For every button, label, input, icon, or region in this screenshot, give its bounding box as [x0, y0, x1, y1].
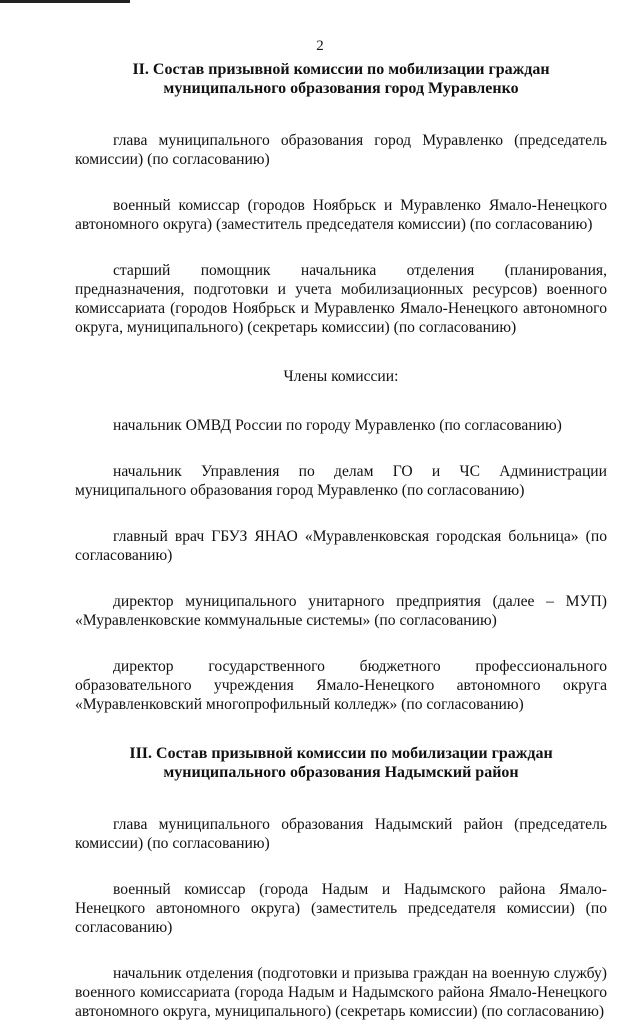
section-2-deputy-chairman: военный комиссар (городов Ноябрьск и Муравленко Ямало-Ненецкого автономного округа) (заместитель председателя комиссии) (по согласованию) [75, 197, 607, 233]
section-3-chairman: глава муниципального образования Надымский район (председатель комиссии) (по согласованию) [75, 816, 607, 852]
document-body [75, 60, 607, 1021]
members-title: Члены комиссии: [283, 368, 399, 385]
page-number: 2 [316, 38, 324, 54]
section-2-heading-line-1: II. Состав призывной комиссии по мобилизации граждан [132, 61, 550, 78]
section-3-secretary: начальник отделения (подготовки и призыва граждан на военную службу) военного комиссариата (города Надым и Надымского района Ямало-Ненецкого автономного округа, муниципального) (секретарь комиссии) (по согласованию) [75, 965, 607, 1020]
section-2-member-5: директор государственного бюджетного профессионального образовательного учреждения Ямало-Ненецкого автономного округа «Муравленковский многопрофильный колледж» (по согласованию) [75, 658, 607, 713]
section-2-member-4: директор муниципального унитарного предприятия (далее – МУП) «Муравленковские коммунальные системы» (по согласованию) [75, 593, 607, 629]
section-2-heading-line-2: муниципального образования город Муравленко [163, 80, 519, 97]
section-2-heading [75, 60, 607, 98]
section-2-member-1: начальник ОМВД России по городу Муравленко (по согласованию) [113, 417, 562, 434]
section-2-chairman: глава муниципального образования город Муравленко (председатель комиссии) (по согласованию) [75, 132, 607, 168]
section-3-heading-line-1: III. Состав призывной комиссии по мобилизации граждан [129, 745, 553, 762]
section-3-heading [75, 744, 607, 782]
section-2-secretary: старший помощник начальника отделения (планирования, предназначения, подготовки и учета мобилизационных ресурсов) военного комиссариата (городов Ноябрьск и Муравленко Ямало-Ненецкого автономного округа, муниципального) (секретарь комиссии) (по согласованию) [75, 262, 607, 336]
top-rule [0, 0, 130, 3]
section-2-member-2: начальник Управления по делам ГО и ЧС Администрации муниципального образования город Муравленко (по согласованию) [75, 463, 607, 499]
section-3-deputy-chairman: военный комиссар (города Надым и Надымского района Ямало-Ненецкого автономного округа) (заместитель председателя комиссии) (по согласованию) [75, 881, 607, 936]
section-3-heading-line-2: муниципального образования Надымский район [163, 764, 519, 781]
section-2-member-3: главный врач ГБУЗ ЯНАО «Муравленковская городская больница» (по согласованию) [75, 528, 607, 564]
